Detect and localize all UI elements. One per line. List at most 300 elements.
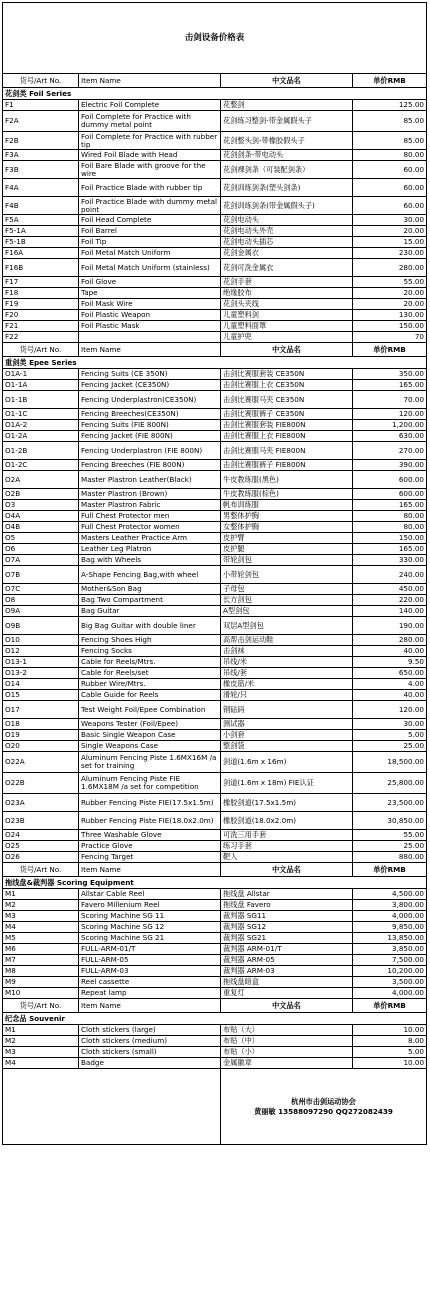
item-name-cell: Wired Foil Blade with Head	[79, 150, 221, 161]
table-row	[3, 489, 427, 500]
art-no-cell: O7C	[3, 584, 79, 595]
chinese-name-cell: 击剑比赛服裤子 CE350N	[221, 409, 353, 420]
item-name-cell: Scoring Machine SG 11	[79, 911, 221, 922]
item-name-cell: Foil Complete for Practice with dummy metal point	[79, 111, 221, 132]
price-cell: 150.00	[353, 321, 427, 332]
art-no-cell: M1	[3, 889, 79, 900]
price-cell: 10,200.00	[353, 966, 427, 977]
table-row	[3, 321, 427, 332]
art-no-cell: M3	[3, 911, 79, 922]
chinese-name-cell: 小剑套	[221, 730, 353, 741]
table-row	[3, 299, 427, 310]
chinese-name-cell: 重复灯	[221, 988, 353, 999]
item-name-cell: Foil Plastic Weapon	[79, 310, 221, 321]
chinese-name-cell: 可洗三用手套	[221, 830, 353, 841]
table-row	[3, 922, 427, 933]
art-no-cell: F18	[3, 288, 79, 299]
price-cell: 130.00	[353, 310, 427, 321]
art-no-cell: F4B	[3, 197, 79, 215]
art-no-cell: O4A	[3, 511, 79, 522]
art-no-cell: M6	[3, 944, 79, 955]
section-title-row	[3, 88, 427, 100]
chinese-name-cell: 子母包	[221, 584, 353, 595]
item-name-cell: Master Plastron (Brown)	[79, 489, 221, 500]
table-row	[3, 841, 427, 852]
section-title: 拖线盘&裁判器 Scoring Equipment	[3, 877, 427, 889]
price-cell: 4.00	[353, 679, 427, 690]
price-cell: 13,850.00	[353, 933, 427, 944]
price-cell: 230.00	[353, 248, 427, 259]
header-art-no: 货号/Art No.	[3, 863, 79, 877]
art-no-cell: M5	[3, 933, 79, 944]
price-sheet	[2, 2, 426, 1145]
chinese-name-cell: 花剑练习整剑-带金属假头子	[221, 111, 353, 132]
table-row	[3, 511, 427, 522]
price-cell: 600.00	[353, 471, 427, 489]
chinese-name-cell: 儿童护兜	[221, 332, 353, 343]
price-cell: 880.00	[353, 852, 427, 863]
chinese-name-cell: 裁判器 SG11	[221, 911, 353, 922]
price-cell: 630.00	[353, 431, 427, 442]
price-cell: 20.00	[353, 299, 427, 310]
item-name-cell: Foil Plastic Mask	[79, 321, 221, 332]
chinese-name-cell: 钢砝码	[221, 701, 353, 719]
art-no-cell: O1-1A	[3, 380, 79, 391]
price-cell: 3,850.00	[353, 944, 427, 955]
table-row	[3, 544, 427, 555]
art-no-cell: O15	[3, 690, 79, 701]
chinese-name-cell: 击剑比赛服套装 FIE800N	[221, 420, 353, 431]
price-cell: 30.00	[353, 719, 427, 730]
table-row	[3, 933, 427, 944]
table-row	[3, 900, 427, 911]
chinese-name-cell: 长方剑包	[221, 595, 353, 606]
price-cell: 8.00	[353, 1036, 427, 1047]
price-cell: 10.00	[353, 1025, 427, 1036]
header-price: 单价RMB	[353, 863, 427, 877]
art-no-cell: O1-2B	[3, 442, 79, 460]
chinese-name-cell: 橡皮筋/米	[221, 679, 353, 690]
chinese-name-cell: 练习手套	[221, 841, 353, 852]
column-header-row	[3, 863, 427, 877]
art-no-cell: F21	[3, 321, 79, 332]
table-row	[3, 911, 427, 922]
table-row	[3, 150, 427, 161]
section-title: 重剑类 Epee Series	[3, 357, 427, 369]
table-row	[3, 310, 427, 321]
chinese-name-cell: 滑轮/只	[221, 690, 353, 701]
price-cell: 390.00	[353, 460, 427, 471]
table-row	[3, 332, 427, 343]
price-cell: 1,200.00	[353, 420, 427, 431]
chinese-name-cell: 击剑比赛服上衣 CE350N	[221, 380, 353, 391]
table-row	[3, 852, 427, 863]
art-no-cell: F5-1B	[3, 237, 79, 248]
art-no-cell: F22	[3, 332, 79, 343]
art-no-cell: O22B	[3, 773, 79, 794]
header-price: 单价RMB	[353, 999, 427, 1013]
table-row	[3, 442, 427, 460]
art-no-cell: O1-2A	[3, 431, 79, 442]
section-title-row	[3, 1013, 427, 1025]
section-title: 纪念品 Souvenir	[3, 1013, 427, 1025]
table-row	[3, 690, 427, 701]
table-row	[3, 132, 427, 150]
chinese-name-cell: 布贴（大）	[221, 1025, 353, 1036]
price-cell: 120.00	[353, 701, 427, 719]
item-name-cell: Fencing Socks	[79, 646, 221, 657]
table-row	[3, 635, 427, 646]
table-row	[3, 617, 427, 635]
art-no-cell: O23B	[3, 812, 79, 830]
price-cell: 60.00	[353, 197, 427, 215]
item-name-cell: Fencing Suits (FIE 800N)	[79, 420, 221, 431]
chinese-name-cell: 吊线/米	[221, 657, 353, 668]
art-no-cell: O3	[3, 500, 79, 511]
art-no-cell: O22A	[3, 752, 79, 773]
chinese-name-cell: 男整体护胸	[221, 511, 353, 522]
art-no-cell: O19	[3, 730, 79, 741]
item-name-cell: FULL-ARM-03	[79, 966, 221, 977]
art-no-cell: F3A	[3, 150, 79, 161]
column-header-row	[3, 343, 427, 357]
item-name-cell: FULL-ARM-01/T	[79, 944, 221, 955]
art-no-cell: O7B	[3, 566, 79, 584]
table-row	[3, 794, 427, 812]
table-row	[3, 988, 427, 999]
chinese-name-cell: 击剑比赛服上衣 FIE800N	[221, 431, 353, 442]
price-cell: 125.00	[353, 100, 427, 111]
art-no-cell: O7A	[3, 555, 79, 566]
chinese-name-cell: 裁判器 SG21	[221, 933, 353, 944]
art-no-cell: F5A	[3, 215, 79, 226]
chinese-name-cell: 整剑袋	[221, 741, 353, 752]
price-cell: 600.00	[353, 489, 427, 500]
art-no-cell: O1-1B	[3, 391, 79, 409]
item-name-cell: Practice Glove	[79, 841, 221, 852]
item-name-cell: A-Shape Fencing Bag,with wheel	[79, 566, 221, 584]
chinese-name-cell: 金属徽章	[221, 1058, 353, 1069]
chinese-name-cell: 双层A型剑包	[221, 617, 353, 635]
chinese-name-cell: 花整剑	[221, 100, 353, 111]
price-cell: 18,500.00	[353, 752, 427, 773]
art-no-cell: O23A	[3, 794, 79, 812]
table-row	[3, 409, 427, 420]
price-cell: 165.00	[353, 500, 427, 511]
chinese-name-cell: 吊线/套	[221, 668, 353, 679]
art-no-cell: F20	[3, 310, 79, 321]
art-no-cell: O1-1C	[3, 409, 79, 420]
price-cell: 140.00	[353, 606, 427, 617]
item-name-cell: Full Chest Protector women	[79, 522, 221, 533]
chinese-name-cell: 击剑比赛服马夹 CE350N	[221, 391, 353, 409]
art-no-cell: O12	[3, 646, 79, 657]
table-row	[3, 237, 427, 248]
price-cell: 40.00	[353, 690, 427, 701]
art-no-cell: O4B	[3, 522, 79, 533]
item-name-cell: FULL-ARM-05	[79, 955, 221, 966]
price-cell: 25,800.00	[353, 773, 427, 794]
price-cell: 165.00	[353, 544, 427, 555]
item-name-cell: Foil Barrel	[79, 226, 221, 237]
price-cell: 55.00	[353, 277, 427, 288]
table-row	[3, 215, 427, 226]
item-name-cell: Favero Millenium Reel	[79, 900, 221, 911]
art-no-cell: O20	[3, 741, 79, 752]
chinese-name-cell: 击剑比赛服裤子 FIE800N	[221, 460, 353, 471]
art-no-cell: M8	[3, 966, 79, 977]
item-name-cell	[79, 332, 221, 343]
price-cell: 190.00	[353, 617, 427, 635]
price-cell: 5.00	[353, 730, 427, 741]
table-row	[3, 741, 427, 752]
item-name-cell: Foil Tip	[79, 237, 221, 248]
chinese-name-cell: 帆布训练服	[221, 500, 353, 511]
item-name-cell: Foil Head Complete	[79, 215, 221, 226]
art-no-cell: O17	[3, 701, 79, 719]
header-chinese-name: 中文品名	[221, 74, 353, 88]
art-no-cell: M10	[3, 988, 79, 999]
art-no-cell: M7	[3, 955, 79, 966]
table-row	[3, 812, 427, 830]
item-name-cell: Fencing Shoes High	[79, 635, 221, 646]
chinese-name-cell: 花剑金属衣	[221, 248, 353, 259]
price-cell: 20.00	[353, 288, 427, 299]
table-row	[3, 555, 427, 566]
price-cell: 220.00	[353, 595, 427, 606]
art-no-cell: F5-1A	[3, 226, 79, 237]
art-no-cell: O25	[3, 841, 79, 852]
item-name-cell: Foil Metal Match Uniform	[79, 248, 221, 259]
price-cell: 280.00	[353, 259, 427, 277]
item-name-cell: Scoring Machine SG 21	[79, 933, 221, 944]
price-cell: 350.00	[353, 369, 427, 380]
art-no-cell: F4A	[3, 179, 79, 197]
chinese-name-cell: 花剑手套	[221, 277, 353, 288]
table-row	[3, 595, 427, 606]
chinese-name-cell: 剑道(1.6m x 18m) FIE认证	[221, 773, 353, 794]
item-name-cell: Master Plastron Fabric	[79, 500, 221, 511]
chinese-name-cell: 击剑比赛服马夹 FIE800N	[221, 442, 353, 460]
price-cell: 15.00	[353, 237, 427, 248]
chinese-name-cell: 带轮剑包	[221, 555, 353, 566]
art-no-cell: O14	[3, 679, 79, 690]
item-name-cell: Aluminum Fencing Piste 1.6MX16M /a set for training	[79, 752, 221, 773]
price-cell: 60.00	[353, 179, 427, 197]
price-cell: 25.00	[353, 841, 427, 852]
item-name-cell: Fencing Underplastron(CE350N)	[79, 391, 221, 409]
item-name-cell: Rubber Fencing Piste FIE(17.5x1.5m)	[79, 794, 221, 812]
art-no-cell: M9	[3, 977, 79, 988]
price-cell: 650.00	[353, 668, 427, 679]
art-no-cell: M3	[3, 1047, 79, 1058]
item-name-cell: Allstar Cable Reel	[79, 889, 221, 900]
item-name-cell: Single Weapons Case	[79, 741, 221, 752]
item-name-cell: Three Washable Glove	[79, 830, 221, 841]
header-item-name: Item Name	[79, 343, 221, 357]
price-cell: 165.00	[353, 380, 427, 391]
art-no-cell: O1A-2	[3, 420, 79, 431]
price-cell: 9.50	[353, 657, 427, 668]
price-cell: 85.00	[353, 132, 427, 150]
art-no-cell: M1	[3, 1025, 79, 1036]
chinese-name-cell: 女整体护胸	[221, 522, 353, 533]
item-name-cell: Master Plastron Leather(Black)	[79, 471, 221, 489]
table-row	[3, 773, 427, 794]
price-cell: 270.00	[353, 442, 427, 460]
price-cell: 9,850.00	[353, 922, 427, 933]
item-name-cell: Big Bag Guitar with double liner	[79, 617, 221, 635]
chinese-name-cell: 牛皮教练服(黑色)	[221, 471, 353, 489]
chinese-name-cell: 布贴（小）	[221, 1047, 353, 1058]
table-row	[3, 226, 427, 237]
price-cell: 30.00	[353, 215, 427, 226]
chinese-name-cell: 测试器	[221, 719, 353, 730]
item-name-cell: Scoring Machine SG 12	[79, 922, 221, 933]
table-row	[3, 420, 427, 431]
chinese-name-cell: 靶人	[221, 852, 353, 863]
table-row	[3, 830, 427, 841]
chinese-name-cell: 花剑头夹线	[221, 299, 353, 310]
table-row	[3, 566, 427, 584]
art-no-cell: O9A	[3, 606, 79, 617]
header-price: 单价RMB	[353, 343, 427, 357]
item-name-cell: Foil Practice Blade with dummy metal point	[79, 197, 221, 215]
price-cell: 20.00	[353, 226, 427, 237]
price-cell: 240.00	[353, 566, 427, 584]
table-row	[3, 719, 427, 730]
art-no-cell: F17	[3, 277, 79, 288]
price-cell: 60.00	[353, 161, 427, 179]
art-no-cell: O6	[3, 544, 79, 555]
chinese-name-cell: 拖线盘 Favero	[221, 900, 353, 911]
price-cell: 55.00	[353, 830, 427, 841]
item-name-cell: Cloth stickers (large)	[79, 1025, 221, 1036]
item-name-cell: Fencing Target	[79, 852, 221, 863]
chinese-name-cell: 裁判器 SG12	[221, 922, 353, 933]
price-cell: 280.00	[353, 635, 427, 646]
art-no-cell: O5	[3, 533, 79, 544]
table-row	[3, 179, 427, 197]
price-cell: 40.00	[353, 646, 427, 657]
item-name-cell: Test Weight Foil/Epee Combination	[79, 701, 221, 719]
item-name-cell: Basic Single Weapon Case	[79, 730, 221, 741]
art-no-cell: F16B	[3, 259, 79, 277]
table-row	[3, 197, 427, 215]
chinese-name-cell: 高帮击剑运动鞋	[221, 635, 353, 646]
header-chinese-name: 中文品名	[221, 999, 353, 1013]
table-row	[3, 391, 427, 409]
item-name-cell: Foil Metal Match Uniform (stainless)	[79, 259, 221, 277]
item-name-cell: Masters Leather Practice Arm	[79, 533, 221, 544]
price-cell: 7,500.00	[353, 955, 427, 966]
table-row	[3, 701, 427, 719]
header-art-no: 货号/Art No.	[3, 74, 79, 88]
art-no-cell: O26	[3, 852, 79, 863]
table-row	[3, 668, 427, 679]
chinese-name-cell: 裁判器 ARM-01/T	[221, 944, 353, 955]
art-no-cell: O2A	[3, 471, 79, 489]
art-no-cell: F2B	[3, 132, 79, 150]
item-name-cell: Badge	[79, 1058, 221, 1069]
item-name-cell: Rubber Wire/Mtrs.	[79, 679, 221, 690]
item-name-cell: Repeat lamp	[79, 988, 221, 999]
header-item-name: Item Name	[79, 74, 221, 88]
table-row	[3, 1047, 427, 1058]
table-row	[3, 522, 427, 533]
chinese-name-cell: 击剑比赛服套装 CE350N	[221, 369, 353, 380]
art-no-cell: O9B	[3, 617, 79, 635]
art-no-cell: F1	[3, 100, 79, 111]
item-name-cell: Cable Guide for Reels	[79, 690, 221, 701]
table-row	[3, 1036, 427, 1047]
item-name-cell: Foil Practice Blade with rubber tip	[79, 179, 221, 197]
chinese-name-cell: 花剑电动头外壳	[221, 226, 353, 237]
chinese-name-cell: 花剑剑条-带电动头	[221, 150, 353, 161]
table-row	[3, 431, 427, 442]
item-name-cell: Foil Bare Blade with groove for the wire	[79, 161, 221, 179]
table-row	[3, 161, 427, 179]
item-name-cell: Aluminum Fencing Piste FIE 1.6MX18M /a set for competition	[79, 773, 221, 794]
table-row	[3, 1025, 427, 1036]
footer-org: 杭州市击剑运动协会	[291, 1096, 356, 1106]
header-art-no: 货号/Art No.	[3, 343, 79, 357]
price-cell: 5.00	[353, 1047, 427, 1058]
table-row	[3, 955, 427, 966]
footer-phone: 黄丽敏 13588097290 QQ272082439	[254, 1106, 393, 1116]
item-name-cell: Bag with Wheels	[79, 555, 221, 566]
item-name-cell: Full Chest Protector men	[79, 511, 221, 522]
table-row	[3, 533, 427, 544]
column-header-row	[3, 74, 427, 88]
item-name-cell: Electric Foil Complete	[79, 100, 221, 111]
chinese-name-cell: 布贴（中）	[221, 1036, 353, 1047]
chinese-name-cell: 花剑训练剑条(带金属假头子)	[221, 197, 353, 215]
section-title-row	[3, 877, 427, 889]
sheet-title: 击剑设备价格表	[3, 3, 427, 74]
table-row	[3, 584, 427, 595]
section-title: 花剑类 Foil Series	[3, 88, 427, 100]
header-item-name: Item Name	[79, 999, 221, 1013]
footer-blank	[3, 1069, 221, 1145]
chinese-name-cell: 剑道(1.6m x 16m)	[221, 752, 353, 773]
chinese-name-cell: 小带轮剑包	[221, 566, 353, 584]
art-no-cell: O1A-1	[3, 369, 79, 380]
footer-row	[3, 1069, 427, 1145]
art-no-cell: M2	[3, 1036, 79, 1047]
header-chinese-name: 中文品名	[221, 863, 353, 877]
footer-contact	[221, 1069, 427, 1145]
chinese-name-cell: 橡胶剑道(17.5x1.5m)	[221, 794, 353, 812]
item-name-cell: Fencing Jacket (CE350N)	[79, 380, 221, 391]
item-name-cell: Cable for Reels/set	[79, 668, 221, 679]
column-header-row	[3, 999, 427, 1013]
chinese-name-cell: 拖线盘 Allstar	[221, 889, 353, 900]
price-cell: 80.00	[353, 522, 427, 533]
table-row	[3, 646, 427, 657]
chinese-name-cell: 击剑袜	[221, 646, 353, 657]
table-row	[3, 369, 427, 380]
table-row	[3, 966, 427, 977]
table-row	[3, 100, 427, 111]
price-cell: 80.00	[353, 150, 427, 161]
table-row	[3, 889, 427, 900]
table-row	[3, 944, 427, 955]
price-cell: 30,850.00	[353, 812, 427, 830]
item-name-cell: Bag Two Compartment	[79, 595, 221, 606]
item-name-cell: Fencing Suits (CE 350N)	[79, 369, 221, 380]
table-row	[3, 1058, 427, 1069]
